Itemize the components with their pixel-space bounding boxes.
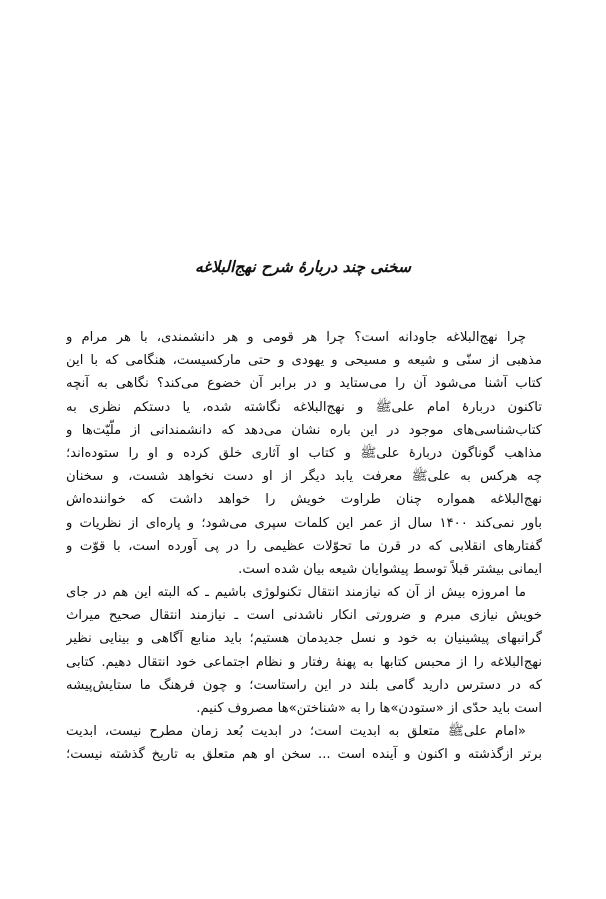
text-line: کتاب آشنا می‌شود آن را می‌ستاید و در برابر آن خضوع می‌کند؟ نگاهی به آنچه xyxy=(66,376,542,392)
text-line: است باید حدّی از «ستودن»ها را به «شناختن»ها مصروف کنیم. xyxy=(196,701,542,716)
section-heading: سخنی چند دربارهٔ شرح نهج‌البلاغه xyxy=(195,258,411,276)
text-line: برتر ازگذشته و اکنون و آینده است ... سخن او هم متعلق به تاریخ گذشته نیست؛ xyxy=(66,747,542,763)
text-line: تاکنون دربارهٔ امام علی‌ﷺ و نهج‌البلاغه نگاشته شده، یا دستکم نظری به xyxy=(66,399,542,415)
text-line: نهج‌البلاغه همواره چنان طراوت خویش را خواهد داشت که خواننده‌اش xyxy=(66,492,542,508)
body-text xyxy=(66,326,542,767)
text-line: «امام علی‌ﷺ متعلق به ابدیت است؛ در ابدیت بُعد زمان مطرح نیست، ابدیت xyxy=(66,724,526,740)
text-line: خویش نیازی مبرم و ضرورتی انکار ناشدنی است ـ نیازمند انتقال صحیح میراث xyxy=(66,608,542,624)
text-line: مذاهب گوناگون دربارهٔ علی‌ﷺ و کتاب او آثاری خلق کرده و او را ستوده‌اند؛ xyxy=(66,445,542,461)
text-line: نهج‌البلاغه را از محبس کتابها به پهنهٔ رفتار و نظام اجتماعی خود انتقال دهیم. کتابی xyxy=(66,654,542,670)
text-line: که در دسترس دارید گامی بلند در این راستاست؛ و چون فرهنگ ما ستایش‌پیشه xyxy=(66,677,542,693)
text-line: ما امروزه بیش از آن که نیازمند انتقال تکنولوژی باشیم ـ که البته این هم در جای xyxy=(66,585,526,601)
text-line: کتاب‌شناسی‌های موجود در این باره نشان می‌دهد که دانشمندانی از ملّیّت‌ها و xyxy=(66,422,542,438)
text-line: چه هرکس به علی‌ﷺ معرفت یابد دیگر از او دست نخواهد شست، و سخنان xyxy=(66,469,542,485)
text-line: باور نمی‌کند ۱۴۰۰ سال از عمر این کلمات سپری می‌شود؛ و پاره‌ای از نظریات و xyxy=(66,515,542,531)
text-line: مذهبی از سنّی و شیعه و مسیحی و یهودی و حتی مارکسیست، هنگامی که با این xyxy=(66,353,542,369)
text-line: گرانبهای پیشینیان به خود و نسل جدیدمان هستیم؛ باید منابع آگاهی و بینایی نظیر xyxy=(66,631,542,647)
text-line: چرا نهج‌البلاغه جاودانه است؟ چرا هر قومی و هر دانشمندی، با هر مرام و xyxy=(66,330,526,345)
text-line: ایمانی بیشتر قبلاً توسط پیشوایان شیعه بیان شده است. xyxy=(238,561,542,577)
text-line: گفتارهای انقلابی که در قرن ما تحوّلات عظیمی را در پی آورده است، با قوّت و xyxy=(66,538,542,554)
